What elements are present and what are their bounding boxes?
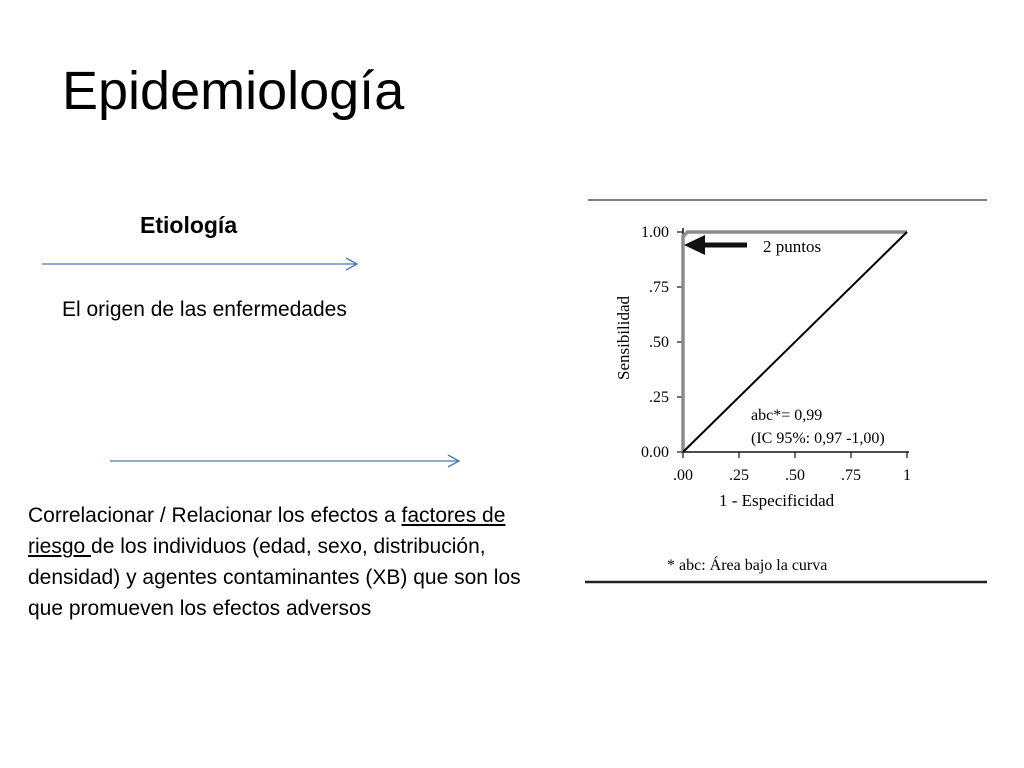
x-tick-label: .75 [841, 467, 861, 484]
y-axis-label: Sensibilidad [614, 295, 633, 380]
annotation-arrow [684, 235, 747, 255]
roc-chart [583, 190, 993, 590]
y-tick-label: .50 [649, 334, 669, 351]
body-text-part2: de los individuos (edad, sexo, distribución, densidad) y agentes contaminantes (XB) que son los que promueven los efectos adversos [28, 535, 521, 620]
x-tick-label: .25 [729, 467, 749, 484]
x-tick-label: .50 [785, 467, 805, 484]
x-tick-label: .00 [673, 467, 693, 484]
body-text-part1: Correlacionar / Relacionar los efectos a [28, 504, 402, 527]
right-arrow-icon [108, 452, 464, 470]
annotation-2-puntos: 2 puntos [763, 237, 822, 256]
y-tick-label: 1.00 [641, 224, 669, 241]
x-tick-label: 1 [903, 467, 911, 484]
annotation-ci: (IC 95%: 0,97 -1,00) [751, 430, 885, 447]
definition-text: El origen de las enfermedades [62, 298, 347, 321]
y-tick-label: .25 [649, 389, 669, 406]
body-paragraph [28, 500, 553, 624]
y-tick-label: .75 [649, 279, 669, 296]
y-tick-label: 0.00 [641, 444, 669, 461]
x-axis-label: 1 - Especificidad [719, 491, 835, 510]
right-arrow-icon [40, 255, 362, 273]
risk-factors-link-text: factores de riesgo [28, 504, 506, 558]
slide-title: Epidemiología [62, 61, 405, 121]
etiology-heading: Etiología [140, 212, 238, 238]
annotation-auc: abc*= 0,99 [751, 407, 823, 424]
chart-footnote: * abc: Área bajo la curva [667, 557, 828, 574]
